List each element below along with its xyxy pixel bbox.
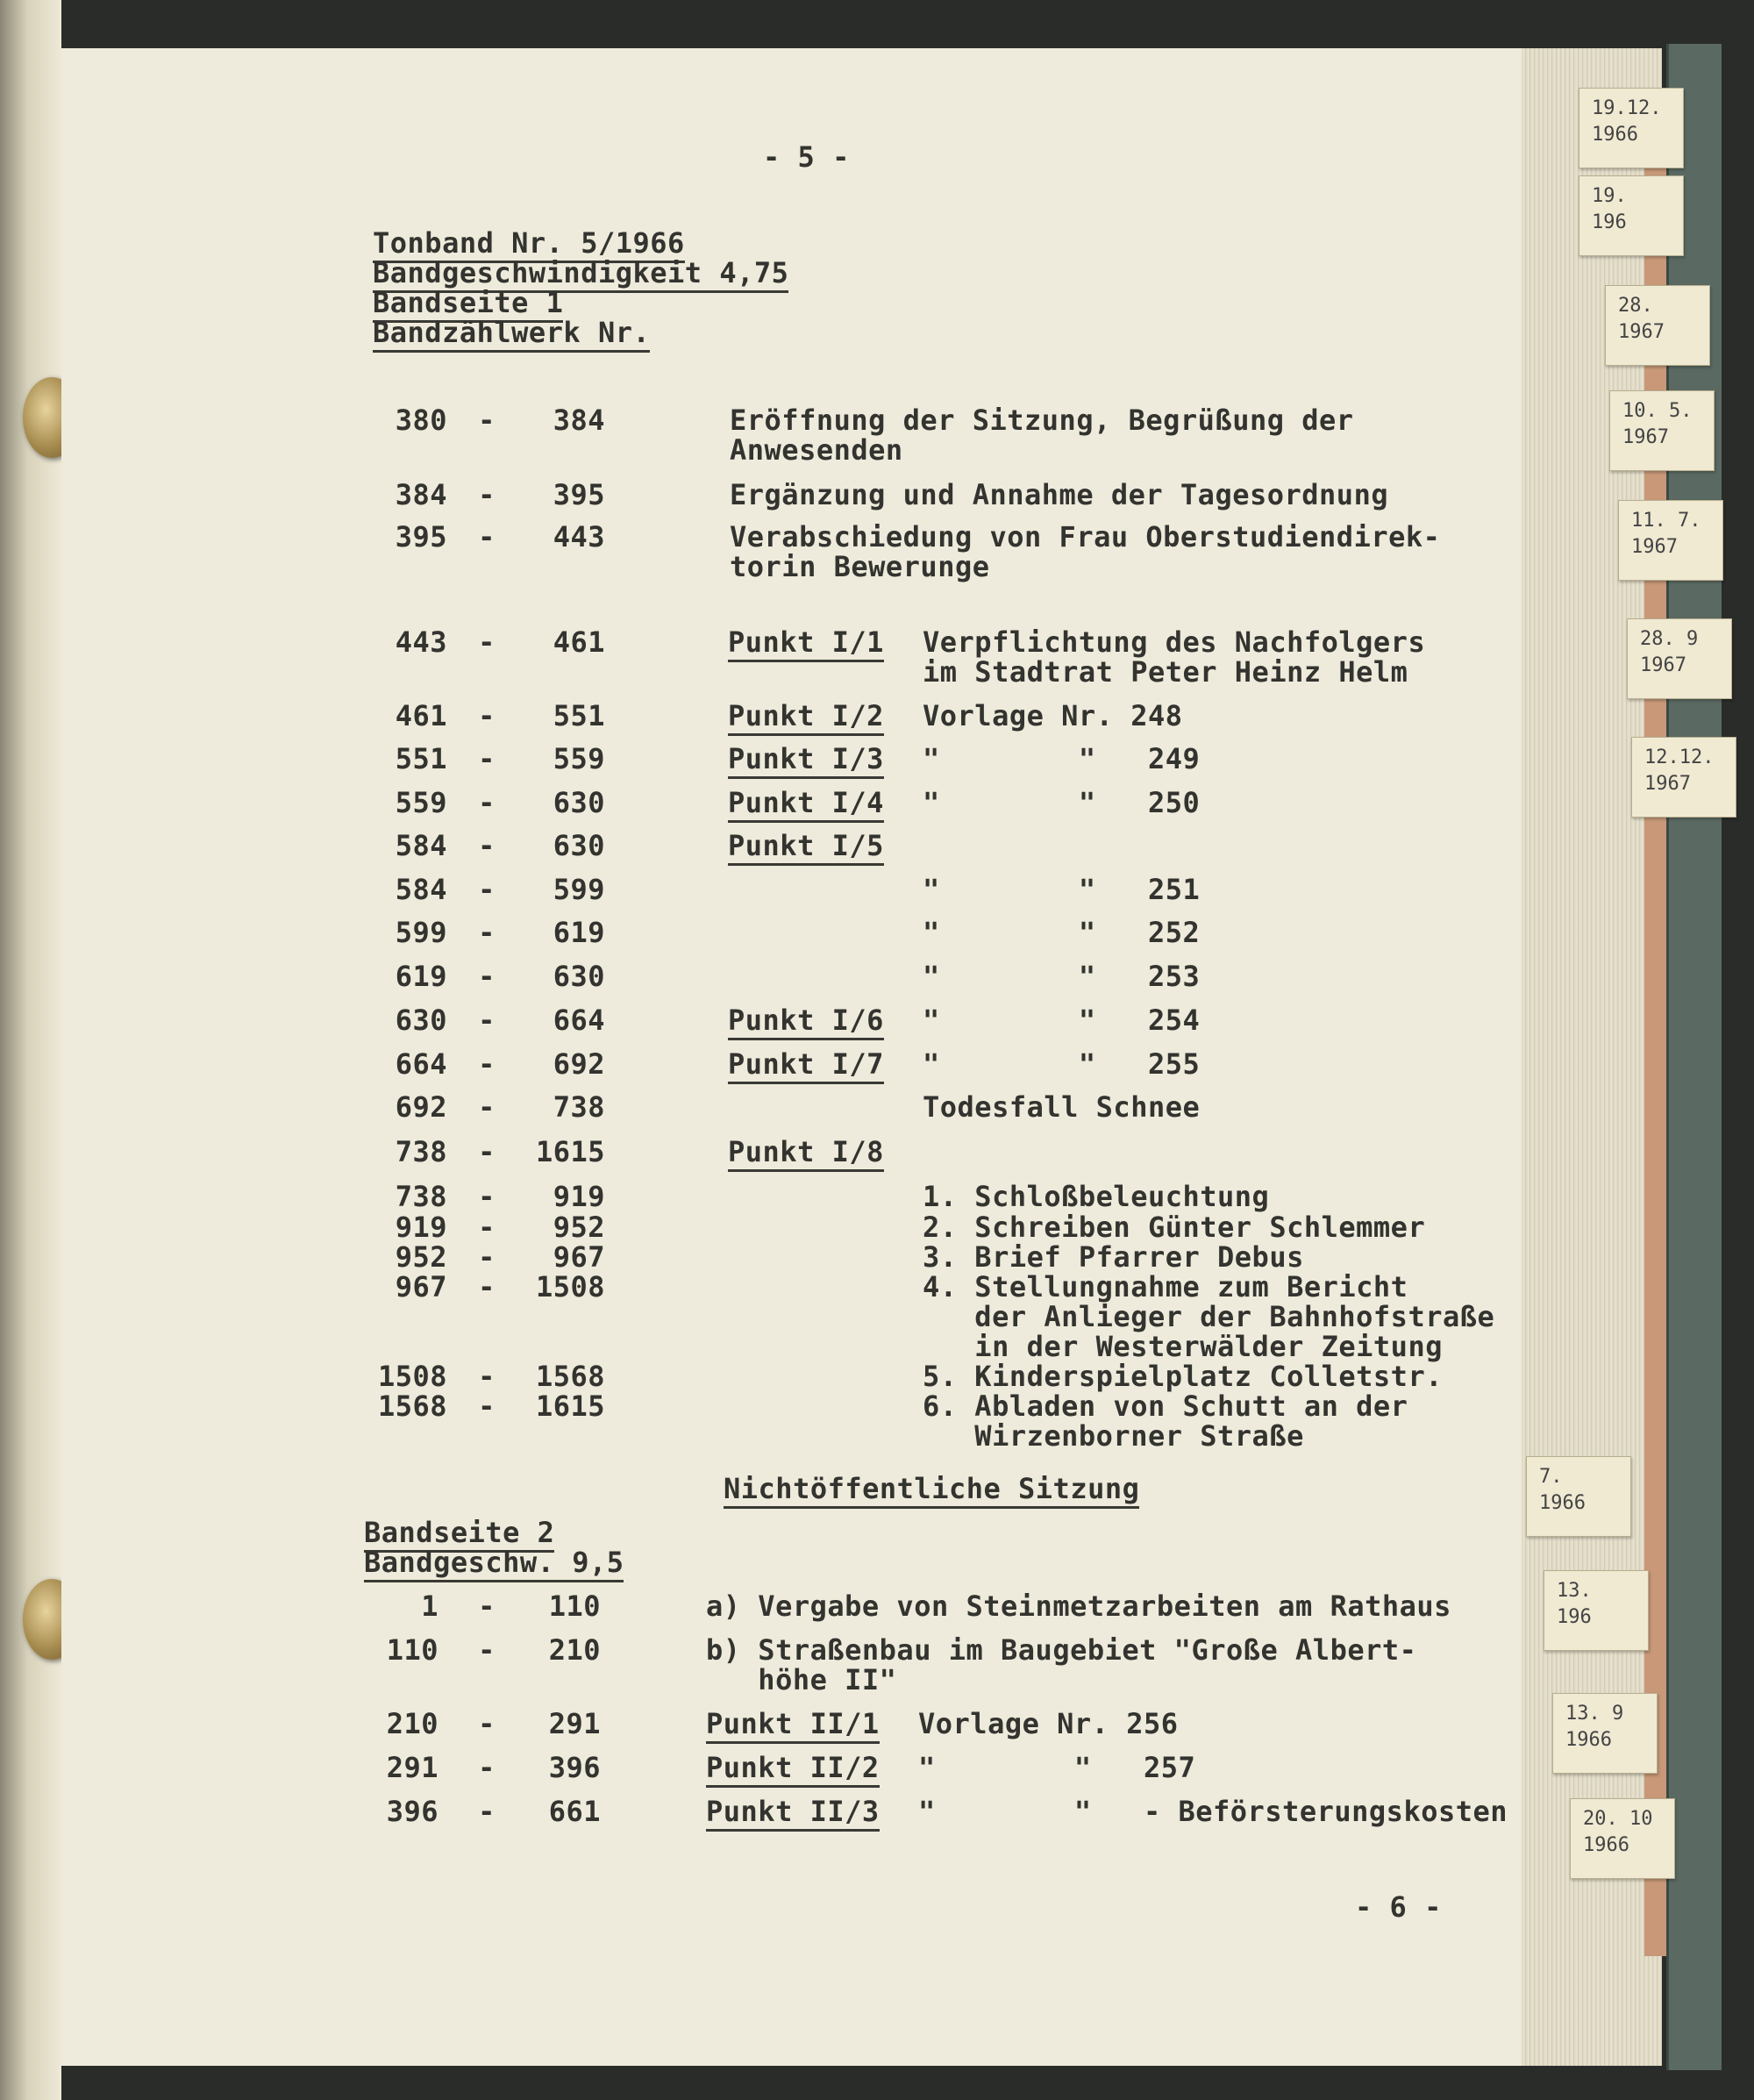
dash: - <box>478 1633 496 1667</box>
sublist-item: 6. Abladen von Schutt an der <box>923 1389 1408 1423</box>
header-line: Bandseite 1 <box>373 286 563 323</box>
counter-end: 443 <box>553 520 605 554</box>
counter-start: 1568 <box>377 1389 447 1423</box>
counter-end: 661 <box>548 1795 601 1828</box>
counter-start: 461 <box>395 699 447 732</box>
dash: - <box>478 742 496 775</box>
counter-start: 738 <box>395 1135 447 1168</box>
counter-start: 692 <box>395 1090 447 1124</box>
header-line: Bandgeschwindigkeit 4,75 <box>373 256 788 293</box>
counter-end: 110 <box>548 1589 601 1623</box>
counter-start: 584 <box>395 829 447 862</box>
dash: - <box>478 1240 496 1274</box>
agenda-text: Verpflichtung des Nachfolgers <box>923 625 1426 659</box>
agenda-point: Punkt II/2 <box>706 1751 880 1788</box>
agenda-point: Punkt II/1 <box>706 1707 880 1744</box>
next-page-number: - 6 - <box>1355 1890 1442 1924</box>
dash: - <box>478 1389 496 1423</box>
agenda-text: " " 255 <box>923 1047 1201 1081</box>
divider-edge <box>1644 88 1666 1956</box>
counter-end: 619 <box>553 916 605 949</box>
date-tab[interactable]: 19.12. 1966 <box>1579 88 1684 168</box>
agenda-point: Punkt I/4 <box>728 786 884 823</box>
sublist-item: 4. Stellungnahme zum Bericht <box>923 1270 1408 1304</box>
agenda-text: " " 251 <box>923 873 1201 906</box>
agenda-point: Punkt I/3 <box>728 742 884 779</box>
sublist-item: 5. Kinderspielplatz Colletstr. <box>923 1360 1443 1393</box>
agenda-text: " " 254 <box>923 1004 1201 1037</box>
dash: - <box>478 916 496 949</box>
agenda-text: höhe II" <box>706 1663 897 1696</box>
page-number: - 5 - <box>763 140 850 174</box>
dash: - <box>478 520 496 554</box>
agenda-text: " " 253 <box>923 960 1201 993</box>
dash: - <box>478 1751 496 1784</box>
counter-start: 967 <box>395 1270 447 1304</box>
date-tab[interactable]: 11. 7. 1967 <box>1618 500 1723 581</box>
agenda-point: Punkt I/7 <box>728 1047 884 1084</box>
sublist-item: 3. Brief Pfarrer Debus <box>923 1240 1304 1274</box>
date-tab[interactable]: 28. 9 1967 <box>1627 618 1732 699</box>
dash: - <box>478 1180 496 1213</box>
counter-start: 551 <box>395 742 447 775</box>
date-tab[interactable]: 28. 1967 <box>1605 285 1710 366</box>
sublist-item: 2. Schreiben Günter Schlemmer <box>923 1211 1426 1244</box>
agenda-text: Todesfall Schnee <box>923 1090 1201 1124</box>
agenda-text: Ergänzung und Annahme der Tagesordnung <box>730 478 1389 511</box>
counter-start: 630 <box>395 1004 447 1037</box>
counter-start: 210 <box>386 1707 438 1740</box>
agenda-text: " " 257 <box>918 1751 1196 1784</box>
counter-end: 559 <box>553 742 605 775</box>
date-tab[interactable]: 13. 9 1966 <box>1552 1693 1658 1774</box>
counter-end: 384 <box>553 404 605 437</box>
agenda-text: torin Bewerunge <box>730 550 990 583</box>
date-tab[interactable]: 13. 196 <box>1544 1570 1649 1651</box>
dash: - <box>478 1211 496 1244</box>
counter-end: 630 <box>553 786 605 819</box>
counter-end: 967 <box>553 1240 605 1274</box>
agenda-text: b) Straßenbau im Baugebiet "Große Albert- <box>706 1633 1417 1667</box>
counter-start: 919 <box>395 1211 447 1244</box>
counter-end: 664 <box>553 1004 605 1037</box>
dash: - <box>478 1589 496 1623</box>
dash: - <box>478 1047 496 1081</box>
counter-start: 1 <box>421 1589 438 1623</box>
counter-end: 692 <box>553 1047 605 1081</box>
counter-end: 738 <box>553 1090 605 1124</box>
counter-end: 630 <box>553 829 605 862</box>
counter-end: 395 <box>553 478 605 511</box>
header2-line: Bandseite 2 <box>364 1516 554 1553</box>
agenda-text: " " 249 <box>923 742 1201 775</box>
counter-start: 380 <box>395 404 447 437</box>
agenda-text: Verabschiedung von Frau Oberstudiendirek- <box>730 520 1441 554</box>
agenda-point: Punkt I/2 <box>728 699 884 736</box>
date-tab[interactable]: 19. 196 <box>1579 175 1684 256</box>
counter-start: 1508 <box>377 1360 447 1393</box>
counter-end: 1568 <box>535 1360 605 1393</box>
counter-end: 630 <box>553 960 605 993</box>
counter-end: 599 <box>553 873 605 906</box>
dash: - <box>478 1004 496 1037</box>
counter-end: 952 <box>553 1211 605 1244</box>
counter-start: 291 <box>386 1751 438 1784</box>
counter-start: 738 <box>395 1180 447 1213</box>
dash: - <box>478 960 496 993</box>
counter-start: 384 <box>395 478 447 511</box>
counter-end: 919 <box>553 1180 605 1213</box>
counter-end: 1615 <box>535 1135 605 1168</box>
counter-end: 210 <box>548 1633 601 1667</box>
counter-start: 619 <box>395 960 447 993</box>
counter-end: 1615 <box>535 1389 605 1423</box>
counter-end: 396 <box>548 1751 601 1784</box>
agenda-text: " " 250 <box>923 786 1201 819</box>
counter-start: 584 <box>395 873 447 906</box>
counter-start: 110 <box>386 1633 438 1667</box>
section-title: Nichtöffentliche Sitzung <box>724 1472 1139 1509</box>
counter-end: 551 <box>553 699 605 732</box>
dash: - <box>478 404 496 437</box>
dash: - <box>478 1135 496 1168</box>
dash: - <box>478 699 496 732</box>
agenda-point: Punkt II/3 <box>706 1795 880 1832</box>
counter-start: 396 <box>386 1795 438 1828</box>
date-tab[interactable]: 7. 1966 <box>1526 1456 1631 1537</box>
counter-end: 461 <box>553 625 605 659</box>
agenda-text: Vorlage Nr. 256 <box>918 1707 1179 1740</box>
dash: - <box>478 873 496 906</box>
agenda-text: a) Vergabe von Steinmetzarbeiten am Rathaus <box>706 1589 1451 1623</box>
agenda-text: Vorlage Nr. 248 <box>923 699 1183 732</box>
counter-start: 395 <box>395 520 447 554</box>
agenda-point: Punkt I/5 <box>728 829 884 866</box>
agenda-text: " " 252 <box>923 916 1201 949</box>
counter-start: 952 <box>395 1240 447 1274</box>
header2-line: Bandgeschw. 9,5 <box>364 1546 624 1582</box>
dash: - <box>478 478 496 511</box>
dash: - <box>478 1270 496 1304</box>
agenda-text: " " - Beförsterungskosten <box>918 1795 1508 1828</box>
header-line: Bandzählwerk Nr. <box>373 316 650 353</box>
sublist-item: der Anlieger der Bahnhofstraße <box>923 1300 1495 1333</box>
agenda-point: Punkt I/6 <box>728 1004 884 1040</box>
sublist-item: 1. Schloßbeleuchtung <box>923 1180 1270 1213</box>
dash: - <box>478 829 496 862</box>
counter-start: 599 <box>395 916 447 949</box>
dash: - <box>478 625 496 659</box>
agenda-point: Punkt I/1 <box>728 625 884 662</box>
agenda-text: im Stadtrat Peter Heinz Helm <box>923 655 1408 689</box>
date-tab[interactable]: 20. 10 1966 <box>1570 1798 1675 1879</box>
header-line: Tonband Nr. 5/1966 <box>373 226 685 263</box>
counter-start: 559 <box>395 786 447 819</box>
dash: - <box>478 1707 496 1740</box>
date-tab[interactable]: 12.12. 1967 <box>1631 737 1736 818</box>
dash: - <box>478 786 496 819</box>
dash: - <box>478 1795 496 1828</box>
agenda-point: Punkt I/8 <box>728 1135 884 1172</box>
counter-start: 443 <box>395 625 447 659</box>
sublist-item: in der Westerwälder Zeitung <box>923 1330 1443 1363</box>
counter-end: 291 <box>548 1707 601 1740</box>
counter-end: 1508 <box>535 1270 605 1304</box>
counter-start: 664 <box>395 1047 447 1081</box>
binder-left-edge <box>0 0 61 2100</box>
date-tab[interactable]: 10. 5. 1967 <box>1609 390 1715 471</box>
dash: - <box>478 1360 496 1393</box>
sublist-item: Wirzenborner Straße <box>923 1419 1304 1453</box>
agenda-text: Anwesenden <box>730 433 903 467</box>
agenda-text: Eröffnung der Sitzung, Begrüßung der <box>730 404 1354 437</box>
dash: - <box>478 1090 496 1124</box>
